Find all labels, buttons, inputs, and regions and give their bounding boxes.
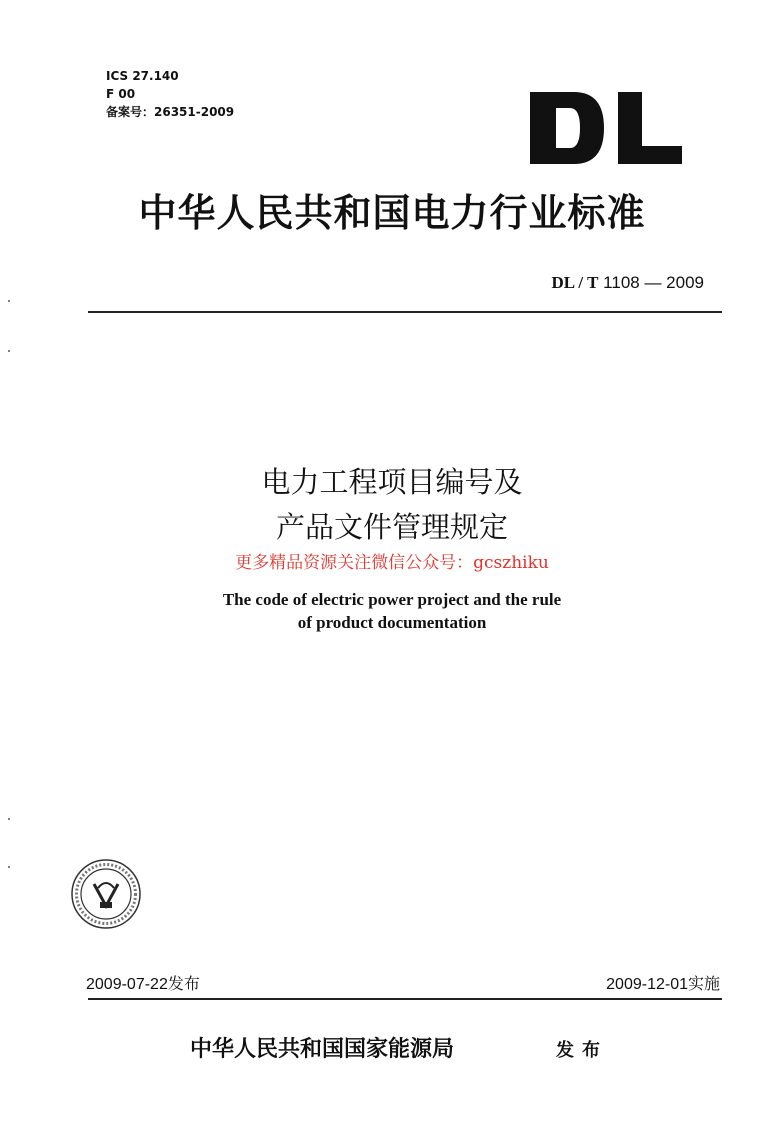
standard-number [552,272,705,294]
publication-date: 2009-07-22发布 [86,976,200,993]
standard-code: DL / T [551,273,599,292]
bottom-divider [88,998,722,1000]
standard-number-value: 1108 — 2009 [603,273,704,292]
publisher-seal-icon [70,858,142,930]
document-title-line2: 产品文件管理规定 [275,510,508,544]
english-title-line2: of product documentation [297,613,487,632]
dl-logo [526,88,686,168]
scan-speck [8,866,10,868]
scan-speck [8,350,10,352]
implementation-date: 2009-12-01实施 [606,976,720,993]
issuing-organization: 中华人民共和国国家能源局 [190,1036,455,1062]
document-title-line1: 电力工程项目编号及 [261,465,523,499]
scan-speck [8,300,10,302]
english-title-line1: The code of electric power project and the rule [222,590,562,609]
issuer-title: 中华人民共和国电力行业标准 [138,190,646,235]
issue-label: 发布 [556,1040,608,1061]
classification-code: F 00 [106,87,136,101]
scan-speck [8,818,10,820]
ics-code: ICS 27.140 [106,69,179,83]
watermark-text: 更多精品资源关注微信公众号：gcszhiku [235,553,549,573]
record-number: 备案号：26351-2009 [106,105,235,119]
top-divider [88,311,722,313]
